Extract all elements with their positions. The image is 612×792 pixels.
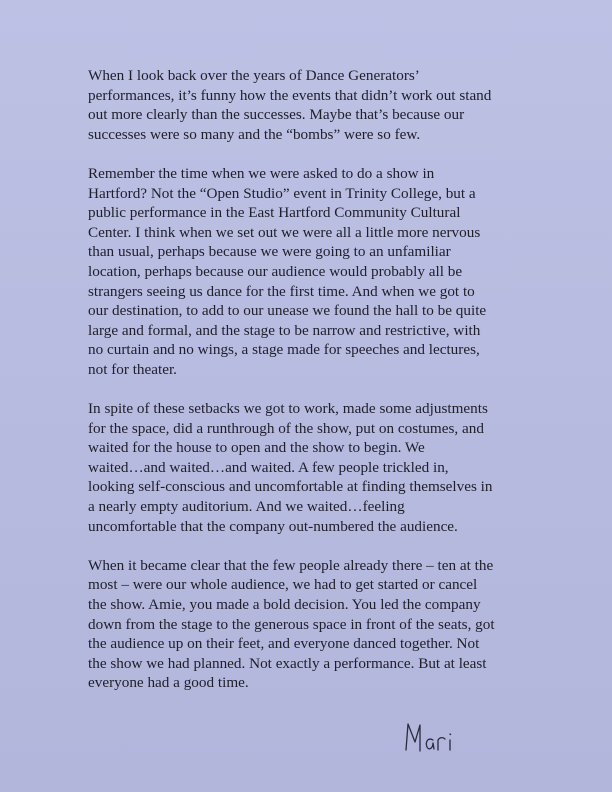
text-line: location, perhaps because our audience would probably all be — [88, 262, 463, 280]
text-line: everyone had a good time. — [88, 674, 249, 692]
text-line: public performance in the East Hartford Community Cultural — [88, 204, 461, 222]
text-line: waited…and waited…and waited. A few people trickled in, — [88, 458, 449, 476]
paragraph — [88, 66, 528, 144]
text-line: Center. I think when we set out we were all a little more nervous — [88, 223, 481, 241]
text-line: strangers seeing us dance for the first time. And when we got to — [88, 282, 475, 300]
text-line: When I look back over the years of Dance Generators’ — [88, 67, 420, 84]
text-line: for the space, did a runthrough of the show, put on costumes, and — [88, 419, 484, 437]
text-line: performances, it’s funny how the events that didn’t work out stand — [88, 86, 492, 104]
text-line: Hartford? Not the “Open Studio” event in Trinity College, but a — [88, 184, 476, 202]
text-line: looking self-conscious and uncomfortable at finding themselves in — [88, 478, 493, 496]
text-line: When it became clear that the few people already there – ten at the — [88, 556, 494, 574]
text-line: most – were our whole audience, we had to get started or cancel — [88, 576, 478, 594]
text-line: In spite of these setbacks we got to work, made some adjustments — [88, 400, 488, 418]
text-line: uncomfortable that the company out-numbered the audience. — [88, 517, 458, 535]
text-line: no curtain and no wings, a stage made for speeches and lectures, — [88, 341, 480, 359]
text-line: a nearly empty auditorium. And we waited…feeling — [88, 498, 405, 516]
paragraph — [88, 556, 528, 693]
text-line: the audience up on their feet, and everyone danced together. Not — [88, 635, 480, 653]
text-line: large and formal, and the stage to be narrow and restrictive, with — [88, 321, 481, 339]
text-line: our destination, to add to our unease we found the hall to be quite — [88, 302, 487, 320]
text-line: out more clearly than the successes. Maybe that’s because our — [88, 106, 465, 124]
paragraph — [88, 164, 528, 380]
text-line: the show we had planned. Not exactly a performance. But at least — [88, 654, 487, 672]
signature — [400, 716, 470, 764]
text-line: than usual, perhaps because we were going to an unfamiliar — [88, 243, 451, 261]
text-line: not for theater. — [88, 360, 177, 378]
letter-body — [88, 66, 528, 713]
text-line: waited for the house to open and the show to begin. We — [88, 439, 425, 457]
text-line: successes were so many and the “bombs” were so few. — [88, 125, 421, 143]
paragraph — [88, 399, 528, 536]
text-line: Remember the time when we were asked to do a show in — [88, 164, 435, 182]
signature-handwriting — [400, 716, 470, 764]
text-line: down from the stage to the generous space in front of the seats, got — [88, 615, 495, 633]
text-line: the show. Amie, you made a bold decision. You led the company — [88, 596, 481, 614]
